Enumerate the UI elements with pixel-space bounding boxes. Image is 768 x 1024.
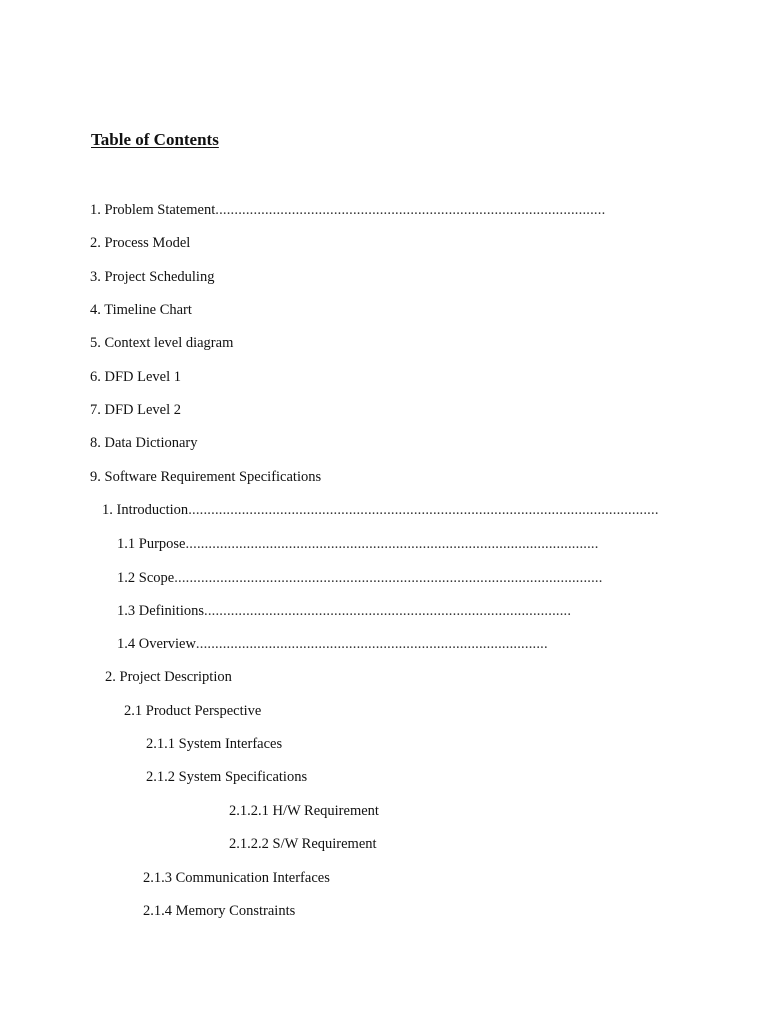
toc-entry <box>143 869 330 887</box>
toc-entry-label: 2.1.2.1 H/W Requirement <box>229 803 379 819</box>
toc-entry-label: 2.1 Product Perspective <box>124 703 262 719</box>
toc-dot-leader: ................................................................................................ <box>204 603 572 619</box>
toc-entry-label: 1. Introduction <box>102 502 189 518</box>
toc-entry <box>90 434 198 452</box>
toc-entry <box>90 268 214 286</box>
toc-entry-label: 8. Data Dictionary <box>90 435 198 451</box>
toc-entry-label: 2. Process Model <box>90 235 191 251</box>
toc-entry <box>146 735 282 753</box>
toc-dot-leader: ............................................................................................................ <box>185 536 599 552</box>
toc-entry <box>229 835 377 853</box>
toc-entry-label: 2. Project Description <box>105 669 232 685</box>
toc-heading: Table of Contents <box>91 130 219 149</box>
toc-entry <box>117 602 571 620</box>
toc-entry <box>124 702 261 720</box>
toc-dot-leader: ................................................................................................................ <box>174 570 603 586</box>
toc-entry <box>143 902 295 920</box>
toc-entry-label: 1.2 Scope <box>117 570 175 586</box>
toc-entry-label: 2.1.3 Communication Interfaces <box>143 870 330 886</box>
toc-entry <box>90 234 190 252</box>
toc-entry-label: 7. DFD Level 2 <box>90 402 182 418</box>
toc-entry-label: 2.1.4 Memory Constraints <box>143 903 296 919</box>
toc-entry-label: 1.3 Definitions <box>117 603 204 619</box>
toc-entry-label: 2.1.2 System Specifications <box>146 769 308 785</box>
toc-entry <box>90 201 605 219</box>
toc-entry-label: 1.1 Purpose <box>117 536 186 552</box>
toc-entry <box>90 468 321 486</box>
toc-entry <box>102 501 659 519</box>
toc-entry-label: 2.1.2.2 S/W Requirement <box>229 836 377 852</box>
toc-dot-leader: ............................................................................................ <box>195 636 548 652</box>
toc-entry-label: 6. DFD Level 1 <box>90 369 182 385</box>
toc-entry-label: 3. Project Scheduling <box>90 269 215 285</box>
toc-dot-leader: ...................................................................................................... <box>215 202 606 218</box>
toc-dot-leader: ........................................................................................................................... <box>188 502 659 518</box>
toc-entry-label: 5. Context level diagram <box>90 335 234 351</box>
toc-entry <box>117 635 548 653</box>
toc-entry <box>90 301 192 319</box>
toc-entry <box>90 334 233 352</box>
toc-entry <box>117 535 599 553</box>
toc-entry <box>90 368 181 386</box>
toc-entry-label: 1. Problem Statement <box>90 202 216 218</box>
toc-entry <box>229 802 379 820</box>
toc-entry <box>146 768 307 786</box>
toc-entry <box>117 569 603 587</box>
toc-entry-label: 4. Timeline Chart <box>90 302 192 318</box>
toc-entry-label: 2.1.1 System Interfaces <box>146 736 283 752</box>
toc-entry <box>105 668 232 686</box>
toc-entry-label: 1.4 Overview <box>117 636 196 652</box>
toc-entry <box>90 401 181 419</box>
toc-entry-label: 9. Software Requirement Specifications <box>90 469 322 485</box>
